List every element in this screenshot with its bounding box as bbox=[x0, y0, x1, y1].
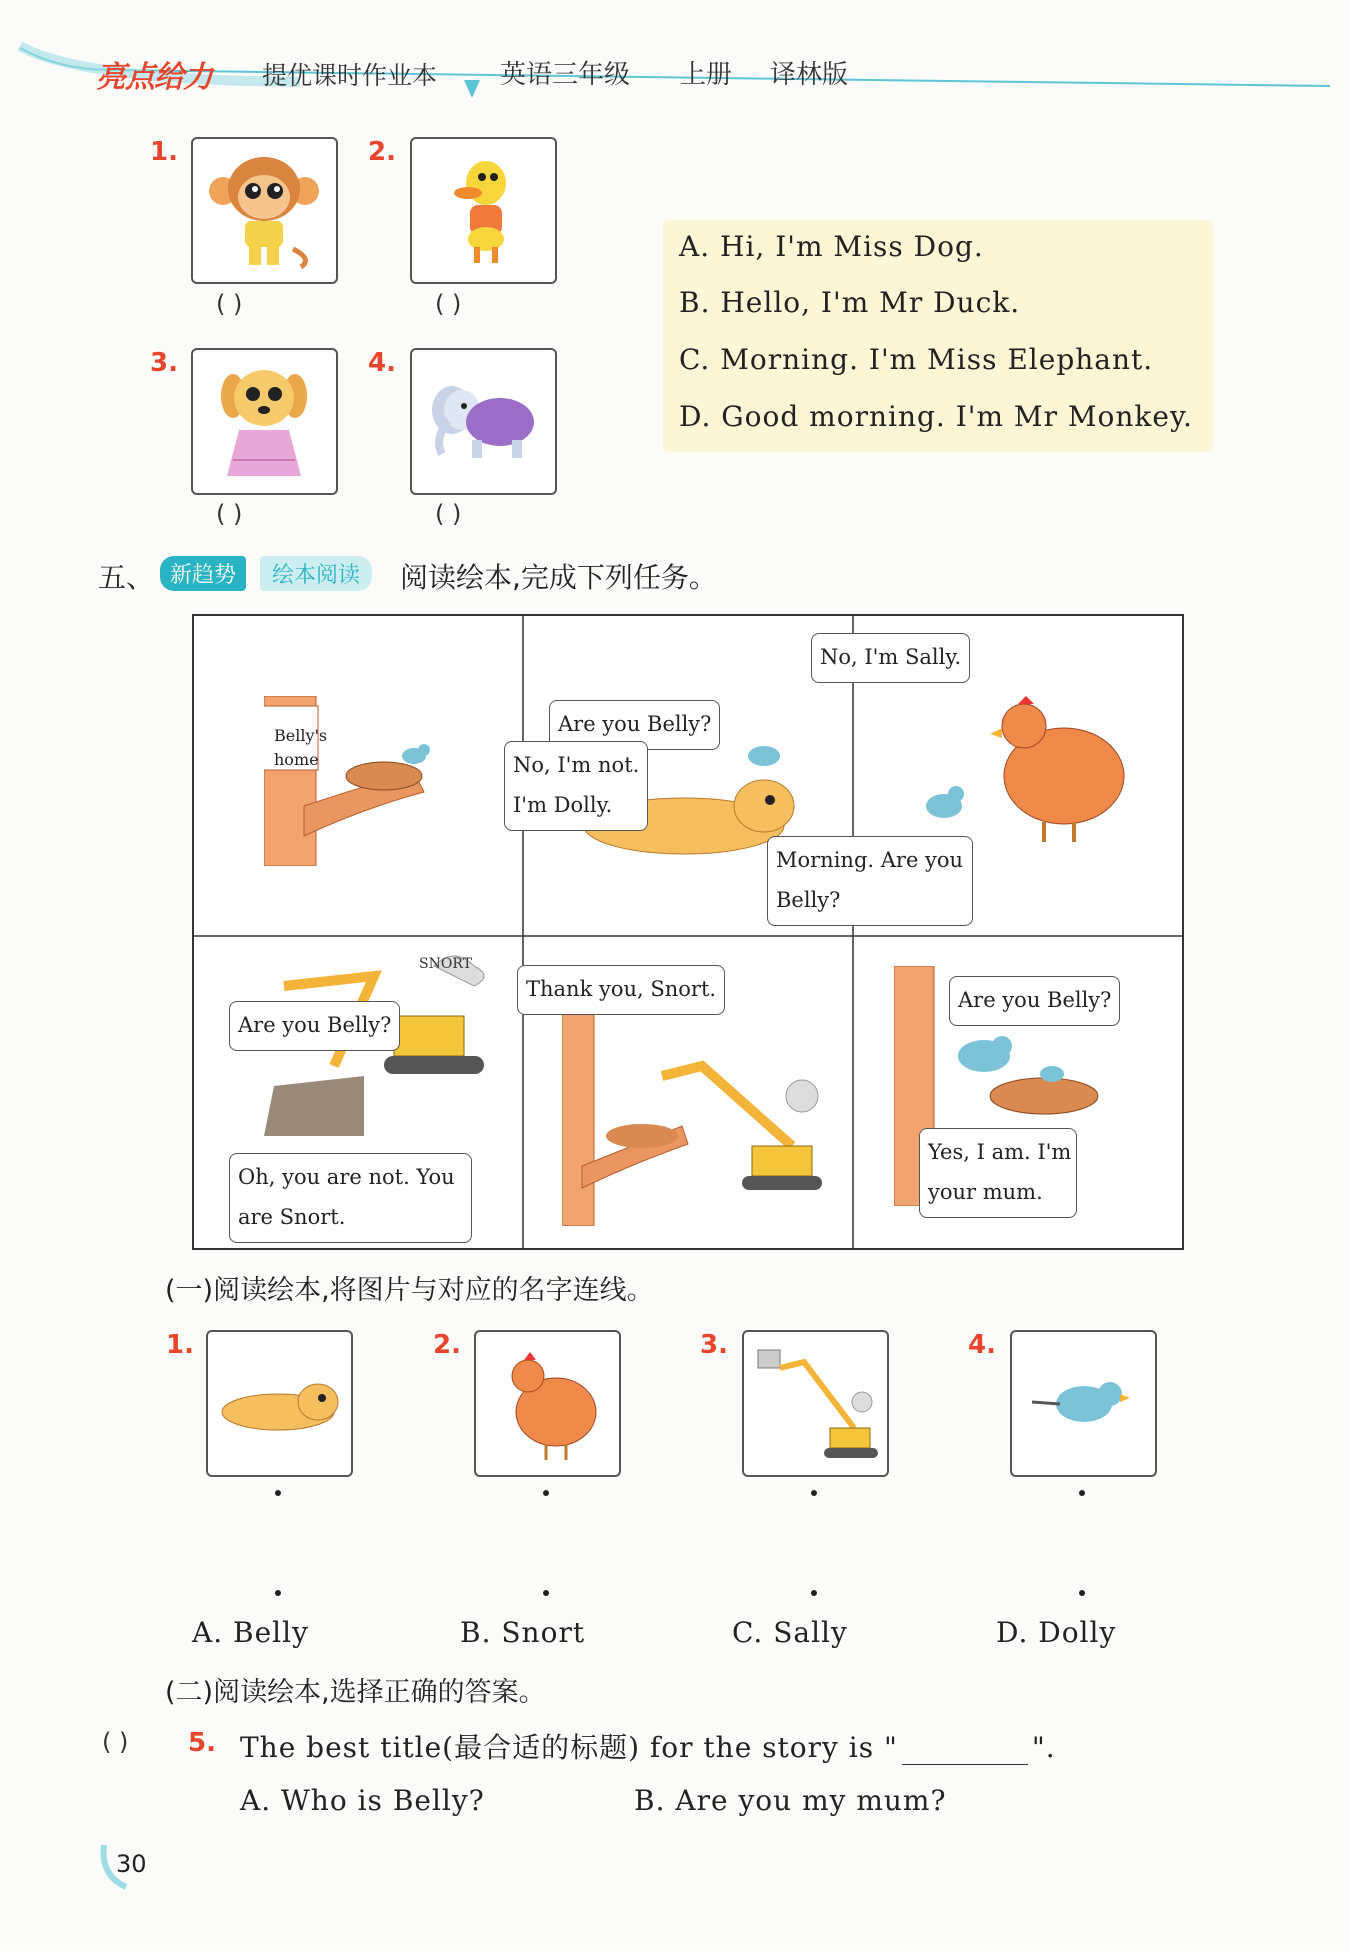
belly-home-sign bbox=[274, 724, 327, 772]
q5-option-b: B. Are you my mum? bbox=[634, 1784, 947, 1817]
picture-number: 2. bbox=[433, 1330, 461, 1360]
connect-dot[interactable] bbox=[275, 1490, 281, 1496]
picture-number: 1. bbox=[166, 1330, 194, 1360]
hen-bird-illustration bbox=[894, 686, 1164, 846]
bubble-line: Morning. Are you bbox=[776, 848, 964, 872]
name-option-b: B. Snort bbox=[460, 1616, 586, 1649]
connect-dot[interactable] bbox=[1079, 1490, 1085, 1496]
speech-bubble bbox=[767, 836, 973, 926]
answer-paren[interactable]: ( ) bbox=[216, 500, 243, 528]
speech-bubble: No, I'm Sally. bbox=[811, 633, 970, 683]
picture-hen bbox=[474, 1330, 621, 1477]
part1-heading: (一)阅读绘本,将图片与对应的名字连线。 bbox=[165, 1275, 654, 1306]
option-b: B. Hello, I'm Mr Duck. bbox=[679, 286, 1021, 319]
edition-label: 译林版 bbox=[770, 60, 849, 90]
picture-elephant bbox=[410, 348, 557, 495]
question-text: The best title(最合适的标题) for the story is " bbox=[240, 1731, 898, 1764]
q5-option-a: A. Who is Belly? bbox=[240, 1784, 485, 1817]
question-number: 5. bbox=[188, 1728, 216, 1758]
elephant-icon bbox=[412, 350, 555, 493]
page-number: 30 bbox=[116, 1850, 147, 1878]
bubble-line: Oh, you are not. You bbox=[238, 1165, 455, 1189]
answer-paren[interactable]: ( ) bbox=[435, 290, 462, 318]
picture-number: 4. bbox=[968, 1330, 996, 1360]
answer-paren[interactable]: ( ) bbox=[216, 290, 243, 318]
connect-dot[interactable] bbox=[543, 1490, 549, 1496]
dog-icon bbox=[193, 350, 336, 493]
option-a: A. Hi, I'm Miss Dog. bbox=[679, 230, 984, 263]
name-option-c: C. Sally bbox=[732, 1616, 848, 1649]
sign-line: Belly's bbox=[274, 726, 328, 745]
name-option-d: D. Dolly bbox=[996, 1616, 1117, 1649]
option-c: C. Morning. I'm Miss Elephant. bbox=[679, 343, 1154, 376]
speech-bubble: Are you Belly? bbox=[549, 700, 720, 750]
subject-title: 英语三年级 bbox=[500, 60, 631, 90]
answer-paren[interactable]: ( ) bbox=[435, 500, 462, 528]
speech-bubble: Thank you, Snort. bbox=[517, 965, 725, 1015]
bubble-line: Yes, I am. I'm bbox=[928, 1140, 1072, 1164]
picture-number: 4. bbox=[368, 348, 396, 378]
name-option-a: A. Belly bbox=[192, 1616, 309, 1649]
bubble-line: I'm Dolly. bbox=[513, 792, 613, 817]
answer-blank[interactable] bbox=[902, 1731, 1028, 1765]
picture-number: 3. bbox=[700, 1330, 728, 1360]
tree-nest-illustration bbox=[264, 696, 464, 866]
snort-sound: SNORT bbox=[419, 956, 472, 972]
picture-monkey bbox=[191, 137, 338, 284]
option-d: D. Good morning. I'm Mr Monkey. bbox=[679, 400, 1193, 433]
speech-bubble bbox=[229, 1153, 472, 1243]
connect-dot[interactable] bbox=[543, 1590, 549, 1596]
duck-icon bbox=[412, 139, 555, 282]
excavator-icon bbox=[744, 1332, 887, 1475]
bubble-line: Belly? bbox=[776, 887, 841, 912]
speech-bubble bbox=[504, 741, 648, 831]
hen-icon bbox=[476, 1332, 619, 1475]
picture-number: 1. bbox=[150, 137, 178, 167]
volume-label: 上册 bbox=[680, 60, 733, 90]
question-end: ". bbox=[1031, 1731, 1056, 1764]
connect-dot[interactable] bbox=[275, 1590, 281, 1596]
bird-icon bbox=[1012, 1332, 1155, 1475]
connect-dot[interactable] bbox=[1079, 1590, 1085, 1596]
question-5 bbox=[240, 1726, 1056, 1766]
picture-duck bbox=[410, 137, 557, 284]
speech-bubble bbox=[919, 1128, 1077, 1218]
picture-excavator bbox=[742, 1330, 889, 1477]
options-panel bbox=[663, 220, 1213, 452]
picture-bird bbox=[1010, 1330, 1157, 1477]
reading-tag: 绘本阅读 bbox=[260, 556, 372, 591]
monkey-icon bbox=[193, 139, 336, 282]
section-number: 五、 bbox=[98, 561, 155, 594]
brand-logo: 亮点给力 bbox=[96, 60, 212, 95]
trend-tag: 新趋势 bbox=[160, 556, 246, 591]
part2-heading: (二)阅读绘本,选择正确的答案。 bbox=[165, 1677, 546, 1708]
story-grid bbox=[192, 614, 1184, 1250]
connect-dot[interactable] bbox=[811, 1490, 817, 1496]
dog-icon bbox=[208, 1332, 351, 1475]
picture-number: 3. bbox=[150, 348, 178, 378]
sign-line: home bbox=[274, 750, 319, 769]
section-title: 阅读绘本,完成下列任务。 bbox=[400, 561, 717, 594]
speech-bubble: Are you Belly? bbox=[229, 1001, 400, 1051]
bubble-line: No, I'm not. bbox=[513, 753, 640, 777]
bubble-line: your mum. bbox=[928, 1179, 1043, 1204]
bubble-line: are Snort. bbox=[238, 1204, 346, 1229]
speech-bubble: Are you Belly? bbox=[949, 976, 1120, 1026]
picture-dog bbox=[191, 348, 338, 495]
connect-dot[interactable] bbox=[811, 1590, 817, 1596]
picture-number: 2. bbox=[368, 137, 396, 167]
picture-dog bbox=[206, 1330, 353, 1477]
series-title: 提优课时作业本 bbox=[262, 61, 438, 90]
answer-paren[interactable]: ( ) bbox=[102, 1728, 129, 1756]
